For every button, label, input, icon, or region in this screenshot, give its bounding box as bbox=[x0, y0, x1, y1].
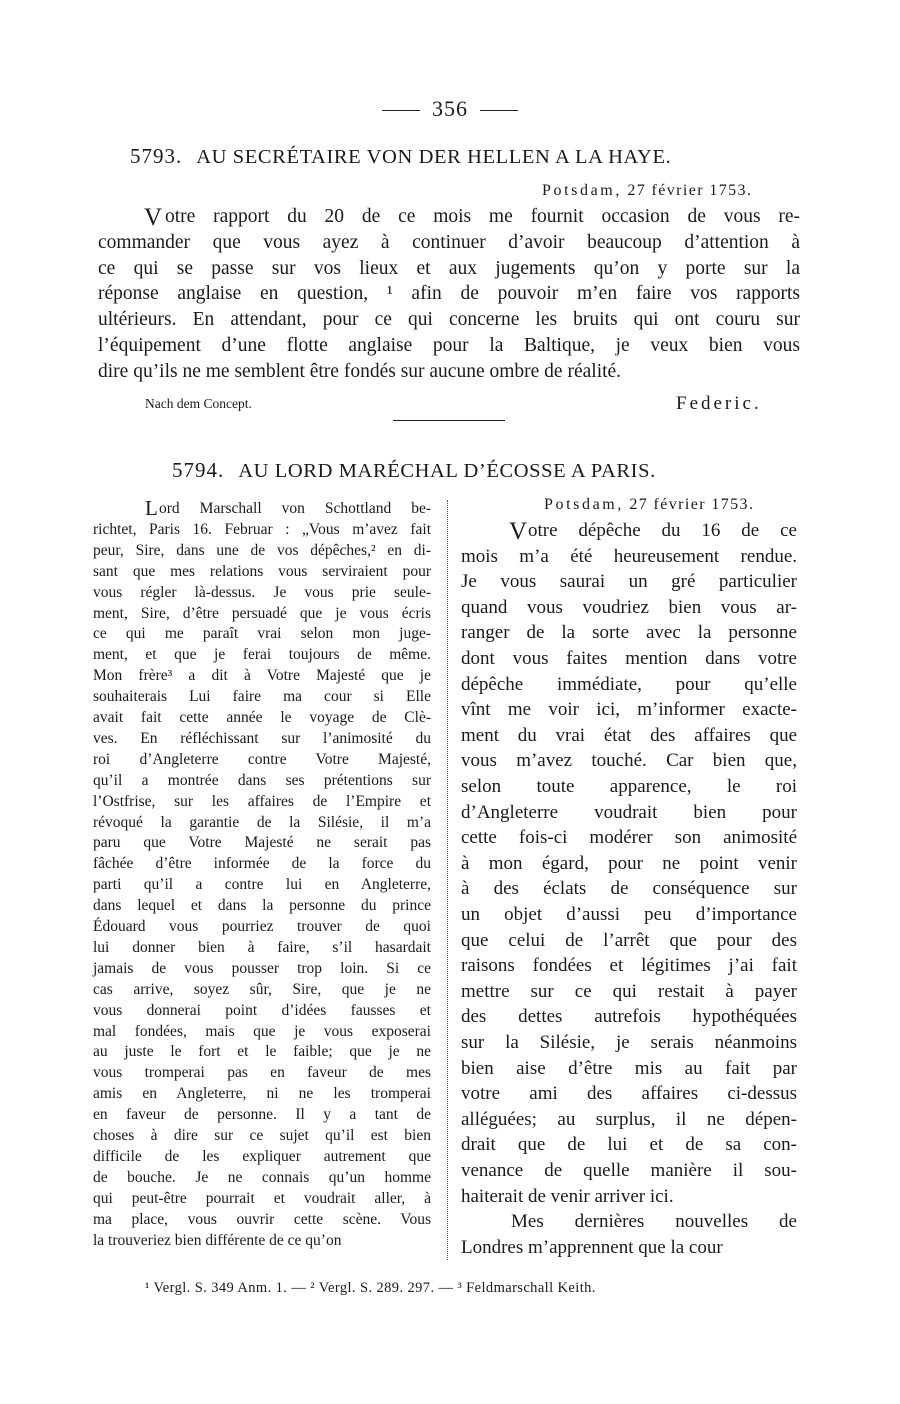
reply-line: à des éclats de conséquence sur bbox=[461, 878, 797, 900]
summary-line: roi d’Angleterre contre Votre Majesté, bbox=[93, 750, 431, 768]
summary-line: difficile de les expliquer autrement que bbox=[93, 1147, 431, 1165]
summary-line: lui donner bien à faire, s’il hasardait bbox=[93, 938, 431, 956]
dateline-place: Potsdam, bbox=[542, 182, 622, 199]
reply-line: ment du vrai état des affaires que bbox=[461, 724, 797, 746]
summary-line: mal fondées, mais que je vous exposerai bbox=[93, 1022, 431, 1040]
page-number-text: 356 bbox=[432, 96, 468, 121]
drop-cap: V bbox=[509, 518, 528, 545]
body-line: réponse anglaise en question, ¹ afin de pouvoir m’en faire vos rapports bbox=[98, 283, 800, 305]
letter-number: 5794. bbox=[172, 458, 225, 482]
reply-line: alléguées; au surplus, il ne dépen- bbox=[461, 1108, 797, 1130]
summary-line: parti qu’il a contre lui en Angleterre, bbox=[93, 876, 431, 894]
summary-line: ment, et que je ferai toujours de même. bbox=[93, 646, 431, 664]
summary-line: avait fait cette année le voyage de Clè- bbox=[93, 709, 431, 726]
signature: Federic. bbox=[676, 393, 762, 414]
reply-line: sur la Silésie, je serais néanmoins bbox=[461, 1032, 797, 1053]
body-line: commander que vous ayez à continuer d’avoir beaucoup d’attention à bbox=[98, 231, 800, 253]
source-note: Nach dem Concept. bbox=[145, 396, 252, 411]
reply-line: des dettes autrefois hypothéquées bbox=[461, 1006, 797, 1028]
summary-line: ves. En réfléchissant sur l’animosité du bbox=[93, 729, 431, 747]
reply-line: ranger de la sorte avec la personne bbox=[461, 622, 797, 644]
summary-line: vous donnerai point d’idées fausses et bbox=[93, 1001, 431, 1019]
reply-line: Je vous saurai un gré particulier bbox=[461, 571, 797, 593]
page-number-dash-right bbox=[480, 110, 518, 111]
summary-line: dans lequel et dans la personne du prince bbox=[93, 897, 431, 915]
reply-line: dépêche immédiate, pour qu’elle bbox=[461, 673, 797, 695]
page-number bbox=[0, 96, 900, 122]
summary-line: vous tromperai pas en faveur de mes bbox=[93, 1064, 431, 1082]
dateline-date: 27 février 1753. bbox=[627, 182, 753, 199]
page-number-dash-left bbox=[382, 110, 420, 111]
summary-line: choses à dire sur ce sujet qu’il est bien bbox=[93, 1127, 431, 1144]
body-line: ce qui se passe sur vos lieux et aux jugements qu’on y porte sur la bbox=[98, 257, 800, 279]
summary-line: au juste le fort et le faible; que je ne bbox=[93, 1043, 431, 1061]
reply-line: mettre sur ce qui restait à payer bbox=[461, 980, 797, 1002]
body-line: otre rapport du 20 de ce mois me fournit occasion de vous re- bbox=[165, 206, 800, 227]
reply-line: votre ami des affaires ci-dessus bbox=[461, 1083, 797, 1105]
reply-line: Mes dernières nouvelles de bbox=[511, 1211, 797, 1233]
summary-line: ce qui me paraît vrai selon mon juge- bbox=[93, 625, 431, 643]
letter-5794-dateline bbox=[544, 496, 754, 514]
summary-line: la trouveriez bien différente de ce qu’on bbox=[93, 1231, 342, 1249]
reply-line: que celui de l’arrêt que pour des bbox=[461, 929, 797, 951]
letter-number: 5793. bbox=[130, 144, 183, 168]
reply-line: drait que de lui et de sa con- bbox=[461, 1134, 797, 1156]
summary-line: de bouche. Je ne connais qu’un homme bbox=[93, 1168, 431, 1186]
summary-line: Mon frère³ a dit à Votre Majesté que je bbox=[93, 667, 431, 685]
body-line: ultérieurs. En attendant, pour ce qui concerne les bruits qui ont couru sur bbox=[98, 309, 800, 331]
summary-line: qu’il a montrée dans ses prétentions sur bbox=[93, 771, 431, 789]
reply-line: à mon égard, pour ne point venir bbox=[461, 852, 797, 874]
reply-line: quand vous voudriez bien vous ar- bbox=[461, 596, 797, 618]
body-line: dire qu’ils ne me semblent être fondés sur aucune ombre de réalité. bbox=[98, 360, 622, 382]
dateline-place: Potsdam, bbox=[544, 496, 624, 513]
column-divider bbox=[447, 500, 448, 1260]
summary-line: peur, Sire, dans une de vos dépêches,² en di- bbox=[93, 541, 431, 559]
summary-line: jamais de vous pousser trop loin. Si ce bbox=[93, 959, 431, 977]
summary-line: sant que mes relations vous serviraient pour bbox=[93, 562, 431, 580]
summary-line: richtet, Paris 16. Februar : „Vous m’avez fait bbox=[93, 520, 431, 538]
reply-line: bien aise d’être mis au fait par bbox=[461, 1057, 797, 1079]
reply-line: vînt me voir ici, m’informer exacte- bbox=[461, 699, 797, 721]
summary-line: en faveur de personne. Il y a tant de bbox=[93, 1106, 431, 1124]
letter-title: AU LORD MARÉCHAL D’ÉCOSSE A PARIS. bbox=[238, 460, 656, 482]
reply-line: dont vous faites mention dans votre bbox=[461, 648, 797, 669]
reply-line: Londres m’apprennent que la cour bbox=[461, 1236, 723, 1258]
reply-line: haiterait de venir arriver ici. bbox=[461, 1185, 674, 1207]
letter-5793-heading bbox=[130, 144, 671, 169]
reply-line: d’Angleterre voudrait bien pour bbox=[461, 801, 797, 823]
reply-line: un objet d’aussi peu d’importance bbox=[461, 904, 797, 925]
reply-line: vous m’avez touché. Car bien que, bbox=[461, 750, 797, 772]
reply-line: cette fois-ci modérer son animosité bbox=[461, 827, 797, 849]
reply-line: venance de quelle manière il sou- bbox=[461, 1160, 797, 1181]
reply-line: otre dépêche du 16 de ce bbox=[528, 520, 797, 541]
letter-title: AU SECRÉTAIRE VON DER HELLEN A LA HAYE. bbox=[196, 146, 672, 168]
section-divider bbox=[393, 420, 505, 421]
summary-line: fâchée d’être informée de la force du bbox=[93, 855, 431, 873]
summary-line: amis en Angleterre, ni ne les tromperai bbox=[93, 1085, 431, 1103]
summary-line: cas arrive, soyez sûr, Sire, que je ne bbox=[93, 980, 431, 998]
reply-line: selon toute apparence, le roi bbox=[461, 776, 797, 797]
footnotes: ¹ Vergl. S. 349 Anm. 1. — ² Vergl. S. 289. 297. — ³ Feldmarschall Keith. bbox=[145, 1280, 596, 1296]
summary-line: souhaiterais Lui faire ma cour si Elle bbox=[93, 688, 431, 706]
summary-line: Édouard vous pourriez trouver de quoi bbox=[93, 918, 431, 935]
summary-line: ment, Sire, d’être persuadé que je vous écris bbox=[93, 604, 431, 622]
reply-line: raisons fondées et légitimes j’ai fait bbox=[461, 955, 797, 977]
reply-line: mois m’a été heureusement rendue. bbox=[461, 545, 797, 567]
summary-line: paru que Votre Majesté ne serait pas bbox=[93, 834, 431, 852]
summary-line: l’Ostfrise, sur les affaires de l’Empire et bbox=[93, 792, 431, 810]
summary-line: ord Marschall von Schottland be- bbox=[159, 500, 431, 517]
summary-line: ma place, vous ouvrir cette scène. Vous bbox=[93, 1210, 431, 1228]
dateline-date: 27 février 1753. bbox=[629, 496, 755, 513]
summary-line: qui peut-être pourrait et voudrait aller, à bbox=[93, 1189, 431, 1207]
summary-line: vous régler là-dessus. Je vous prie seule- bbox=[93, 583, 431, 601]
body-line: l’équipement d’une flotte anglaise pour la Baltique, je veux bien vous bbox=[98, 335, 800, 356]
drop-cap: L bbox=[145, 496, 158, 520]
drop-cap: V bbox=[144, 204, 163, 231]
letter-5793-dateline bbox=[542, 182, 752, 200]
summary-line: révoqué la garantie de la Silésie, il m’a bbox=[93, 813, 431, 831]
letter-5794-heading bbox=[172, 458, 656, 483]
